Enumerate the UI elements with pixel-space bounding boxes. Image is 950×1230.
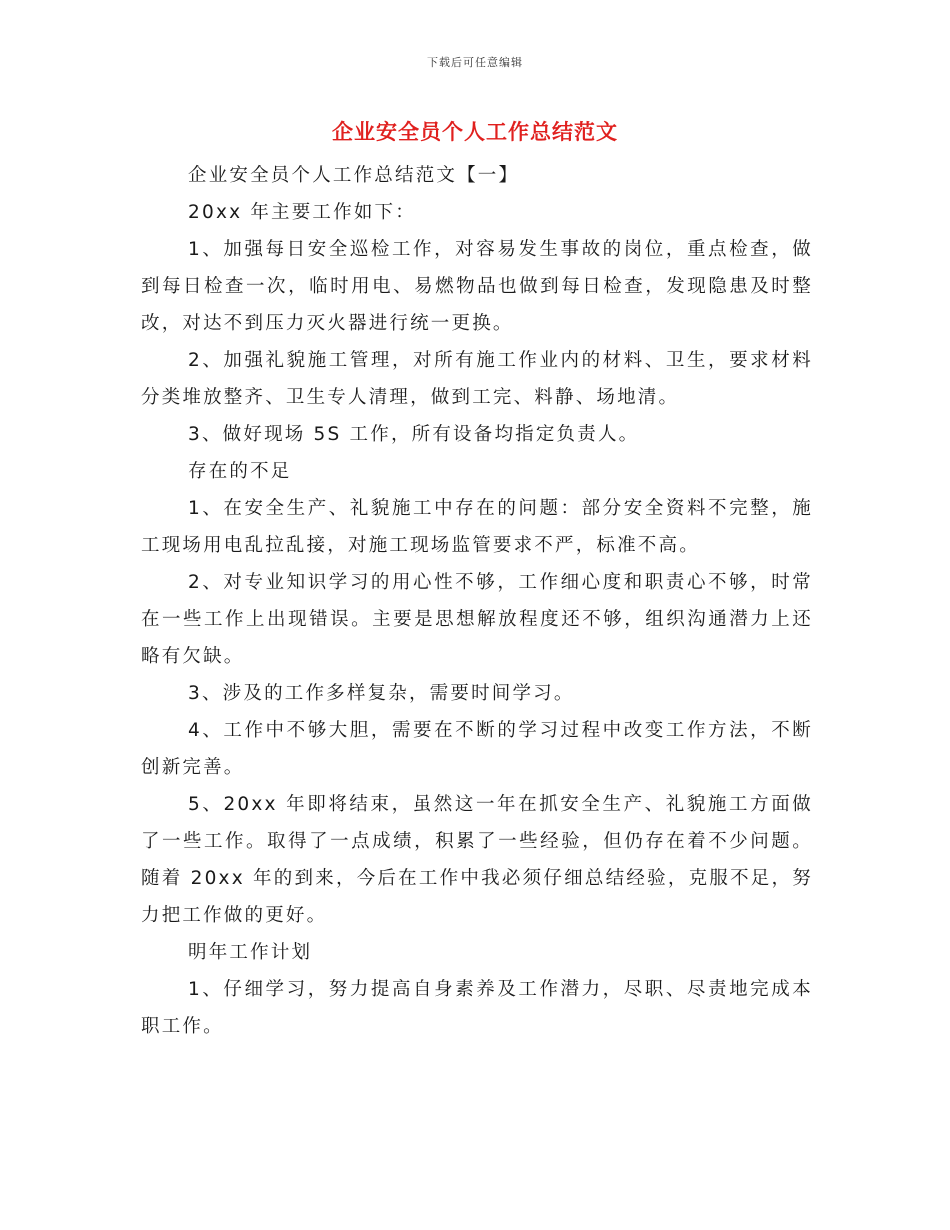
plan-item-1: 1、仔细学习，努力提高自身素养及工作潜力，尽职、尽责地完成本职工作。 [141,979,813,1037]
work-item-2: 2、加强礼貌施工管理，对所有施工作业内的材料、卫生，要求材料分类堆放整齐、卫生专人清理，做到工完、料静、场地清。 [141,350,813,408]
section-heading-next-year-plan: 明年工作计划 [188,942,313,963]
shortcoming-item-5: 5、20xx 年即将结束，虽然这一年在抓安全生产、礼貌施工方面做了一些工作。取得了一点成绩，积累了一些经验，但仍存在着不少问题。随着 20xx 年的到来，今后在工作中我必须仔细总结经验，克服不足，努力把工作做的更好。 [141,794,813,926]
section-heading-shortcomings: 存在的不足 [188,461,292,482]
header-note: 下载后可任意编辑 [427,56,523,69]
shortcoming-item-1: 1、在安全生产、礼貌施工中存在的问题：部分安全资料不完整，施工现场用电乱拉乱接，对施工现场监管要求不严，标准不高。 [141,498,813,556]
document-body [141,157,813,1045]
shortcoming-item-4: 4、工作中不够大胆，需要在不断的学习过程中改变工作方法，不断创新完善。 [141,720,813,778]
work-item-3: 3、做好现场 5S 工作，所有设备均指定负责人。 [188,424,640,445]
section-heading-part-one: 企业安全员个人工作总结范文【一】 [188,165,520,186]
document-title: 企业安全员个人工作总结范文 [332,120,618,144]
intro-line: 20xx 年主要工作如下： [188,202,416,223]
shortcoming-item-2: 2、对专业知识学习的用心性不够，工作细心度和职责心不够，时常在一些工作上出现错误。主要是思想解放程度还不够，组织沟通潜力上还略有欠缺。 [141,572,813,667]
work-item-1: 1、加强每日安全巡检工作，对容易发生事故的岗位，重点检查，做到每日检查一次，临时用电、易燃物品也做到每日检查，发现隐患及时整改，对达不到压力灭火器进行统一更换。 [141,239,813,334]
shortcoming-item-3: 3、涉及的工作多样复杂，需要时间学习。 [188,683,575,704]
